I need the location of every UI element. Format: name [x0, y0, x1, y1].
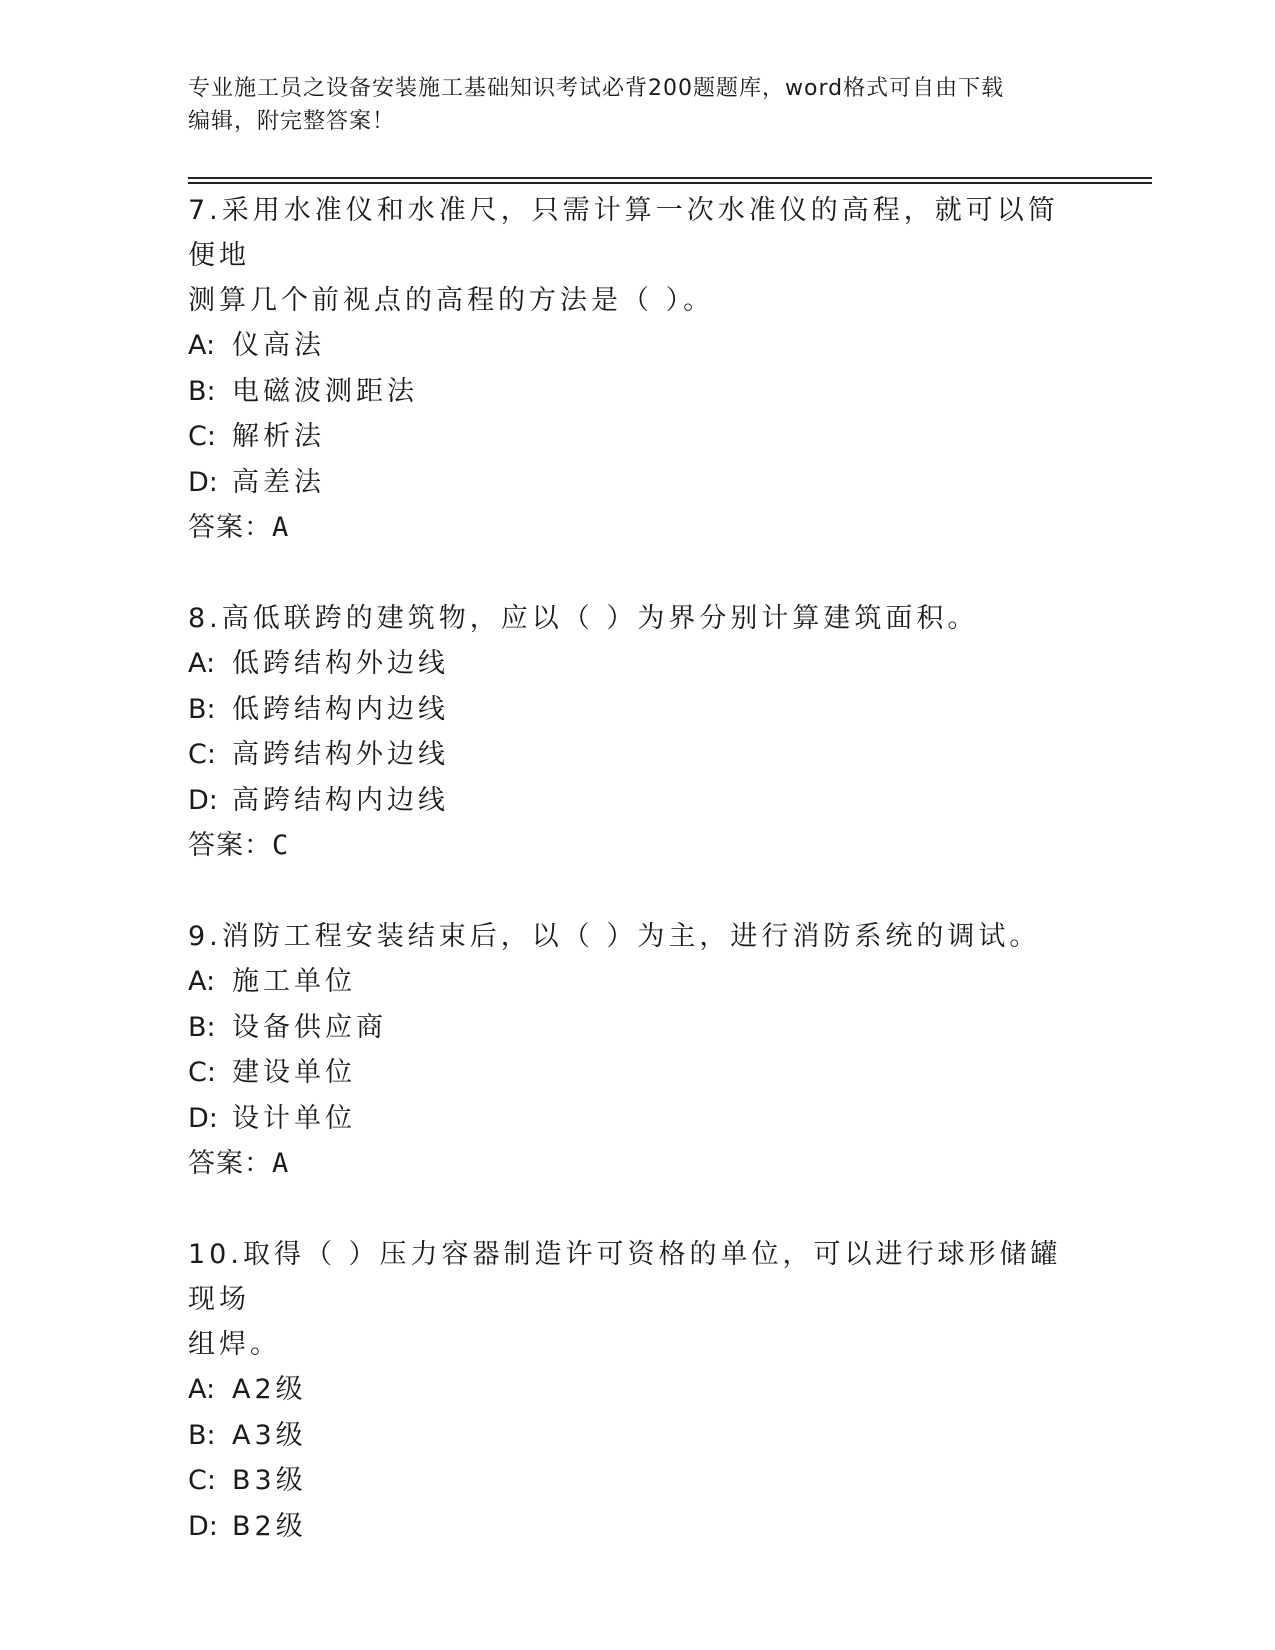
- option-letter: B:: [188, 693, 216, 725]
- option-d: [188, 460, 1088, 506]
- option-letter: B:: [188, 375, 216, 407]
- option-letter: D:: [188, 1102, 218, 1134]
- option-letter: C:: [188, 739, 216, 770]
- answer-label: 答案：: [188, 1148, 272, 1179]
- option-a: [188, 959, 1088, 1005]
- document-header: [188, 72, 1088, 138]
- option-d: [188, 1096, 1088, 1142]
- option-text: B3级: [232, 1465, 307, 1496]
- question-stem-line-1: 7.采用水准仪和水准尺，只需计算一次水准仪的高程，就可以简便地: [188, 195, 1059, 271]
- option-text: 设备供应商: [232, 1011, 387, 1043]
- option-letter: A:: [188, 330, 216, 361]
- option-letter: B:: [188, 1419, 216, 1451]
- option-c: [188, 1050, 1088, 1096]
- option-text: 建设单位: [232, 1057, 356, 1088]
- header-divider-bottom: [188, 182, 1152, 184]
- option-text: A2级: [232, 1374, 307, 1405]
- question-stem-line-2: 组焊。: [188, 1329, 281, 1360]
- option-d: [188, 1504, 1088, 1550]
- option-c: [188, 1458, 1088, 1504]
- answer-line: [188, 823, 1088, 868]
- header-title-line-2: 编辑，附完整答案！: [188, 109, 396, 134]
- answer-label: 答案：: [188, 512, 272, 543]
- question-7: [188, 188, 1088, 550]
- option-b: [188, 369, 1088, 415]
- question-stem-line-2: 测算几个前视点的高程的方法是（ ）。: [188, 285, 715, 316]
- option-text: 低跨结构内边线: [232, 693, 449, 725]
- question-stem-line-1: 9.消防工程安装结束后，以（ ）为主，进行消防系统的调试。: [188, 921, 1041, 952]
- answer-line: [188, 1141, 1088, 1186]
- option-text: 施工单位: [232, 966, 356, 997]
- answer-value: A: [272, 512, 289, 543]
- question-stem-line-1: 10.取得（ ）压力容器制造许可资格的单位，可以进行球形储罐现场: [188, 1239, 1062, 1315]
- option-text: 低跨结构外边线: [232, 648, 449, 679]
- option-a: [188, 1367, 1088, 1413]
- option-a: [188, 323, 1088, 369]
- answer-label: 答案：: [188, 830, 272, 861]
- option-b: [188, 1413, 1088, 1459]
- option-a: [188, 641, 1088, 687]
- question-list: [188, 188, 1088, 1595]
- question-9: [188, 914, 1088, 1186]
- option-b: [188, 1005, 1088, 1051]
- option-text: B2级: [232, 1510, 307, 1542]
- header-title-line-1: 专业施工员之设备安装施工基础知识考试必背200题题库，word格式可自由下载: [188, 76, 1005, 101]
- option-c: [188, 732, 1088, 778]
- header-divider-top: [188, 177, 1152, 179]
- question-stem-line-1: 8.高低联跨的建筑物，应以（ ）为界分别计算建筑面积。: [188, 603, 979, 634]
- option-text: 设计单位: [232, 1102, 356, 1134]
- answer-value: A: [272, 1148, 289, 1179]
- option-text: A3级: [232, 1419, 307, 1451]
- answer-line: [188, 505, 1088, 550]
- option-text: 高跨结构外边线: [232, 739, 449, 770]
- option-letter: D:: [188, 784, 218, 816]
- option-b: [188, 687, 1088, 733]
- option-text: 高跨结构内边线: [232, 784, 449, 816]
- option-letter: A:: [188, 1374, 216, 1405]
- option-text: 高差法: [232, 466, 325, 498]
- option-d: [188, 778, 1088, 824]
- option-letter: A:: [188, 966, 216, 997]
- option-letter: C:: [188, 421, 216, 452]
- option-text: 电磁波测距法: [232, 375, 418, 407]
- option-letter: C:: [188, 1057, 216, 1088]
- option-letter: D:: [188, 1510, 218, 1542]
- question-8: [188, 596, 1088, 868]
- option-letter: A:: [188, 648, 216, 679]
- option-letter: C:: [188, 1465, 216, 1496]
- option-text: 仪高法: [232, 330, 325, 361]
- question-10: [188, 1232, 1088, 1549]
- option-letter: D:: [188, 466, 218, 498]
- answer-value: C: [272, 830, 289, 861]
- option-text: 解析法: [232, 421, 325, 452]
- option-c: [188, 414, 1088, 460]
- option-letter: B:: [188, 1011, 216, 1043]
